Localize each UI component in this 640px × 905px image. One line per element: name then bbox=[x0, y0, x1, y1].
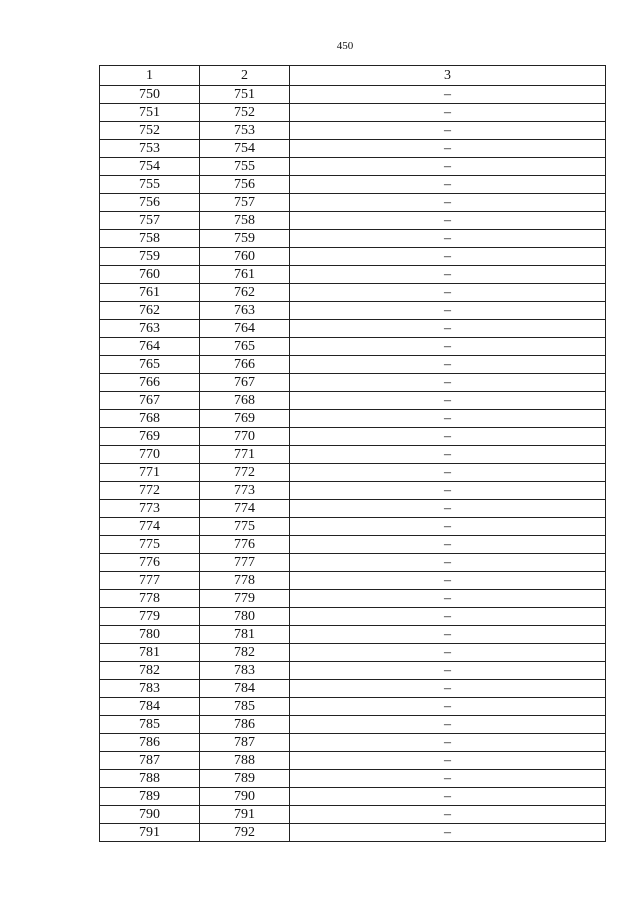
table-cell-col-2: 777 bbox=[200, 554, 290, 572]
table-cell-col-3: – bbox=[290, 302, 606, 320]
table-row bbox=[100, 356, 606, 374]
table-cell-col-3: – bbox=[290, 374, 606, 392]
table-cell-col-3: – bbox=[290, 482, 606, 500]
table-cell-col-1: 784 bbox=[100, 698, 200, 716]
table-row bbox=[100, 392, 606, 410]
table-body bbox=[100, 86, 606, 842]
table-cell-col-2: 778 bbox=[200, 572, 290, 590]
table-row bbox=[100, 482, 606, 500]
table-row bbox=[100, 122, 606, 140]
table-cell-col-3: – bbox=[290, 824, 606, 842]
table-cell-col-1: 755 bbox=[100, 176, 200, 194]
table-cell-col-2: 766 bbox=[200, 356, 290, 374]
table-row bbox=[100, 284, 606, 302]
table-cell-col-2: 788 bbox=[200, 752, 290, 770]
table-cell-col-2: 787 bbox=[200, 734, 290, 752]
table-row bbox=[100, 572, 606, 590]
table-cell-col-2: 783 bbox=[200, 662, 290, 680]
table-cell-col-1: 782 bbox=[100, 662, 200, 680]
table-cell-col-2: 769 bbox=[200, 410, 290, 428]
table-cell-col-1: 777 bbox=[100, 572, 200, 590]
table-row bbox=[100, 770, 606, 788]
table-cell-col-3: – bbox=[290, 554, 606, 572]
table-row bbox=[100, 158, 606, 176]
table-cell-col-2: 767 bbox=[200, 374, 290, 392]
table-row bbox=[100, 374, 606, 392]
table-cell-col-2: 764 bbox=[200, 320, 290, 338]
table-cell-col-2: 782 bbox=[200, 644, 290, 662]
table-cell-col-3: – bbox=[290, 698, 606, 716]
table-row bbox=[100, 752, 606, 770]
table-cell-col-1: 770 bbox=[100, 446, 200, 464]
table-row bbox=[100, 500, 606, 518]
table-cell-col-1: 781 bbox=[100, 644, 200, 662]
table-row bbox=[100, 464, 606, 482]
table-cell-col-2: 772 bbox=[200, 464, 290, 482]
column-header-2: 2 bbox=[200, 66, 290, 86]
table-cell-col-1: 757 bbox=[100, 212, 200, 230]
table-cell-col-2: 775 bbox=[200, 518, 290, 536]
table-cell-col-1: 775 bbox=[100, 536, 200, 554]
table-cell-col-2: 765 bbox=[200, 338, 290, 356]
table-row bbox=[100, 446, 606, 464]
table-cell-col-1: 767 bbox=[100, 392, 200, 410]
table-row bbox=[100, 518, 606, 536]
table-cell-col-3: – bbox=[290, 572, 606, 590]
table-cell-col-2: 789 bbox=[200, 770, 290, 788]
table-cell-col-3: – bbox=[290, 446, 606, 464]
table-cell-col-2: 760 bbox=[200, 248, 290, 266]
table-cell-col-3: – bbox=[290, 122, 606, 140]
table-row bbox=[100, 320, 606, 338]
table-row bbox=[100, 680, 606, 698]
table-cell-col-1: 790 bbox=[100, 806, 200, 824]
table-row bbox=[100, 86, 606, 104]
table-cell-col-1: 752 bbox=[100, 122, 200, 140]
table-cell-col-3: – bbox=[290, 284, 606, 302]
table-cell-col-1: 762 bbox=[100, 302, 200, 320]
table-cell-col-1: 783 bbox=[100, 680, 200, 698]
table-cell-col-2: 785 bbox=[200, 698, 290, 716]
table-cell-col-3: – bbox=[290, 230, 606, 248]
table-cell-col-3: – bbox=[290, 428, 606, 446]
table-row bbox=[100, 248, 606, 266]
table-row bbox=[100, 230, 606, 248]
table-cell-col-2: 753 bbox=[200, 122, 290, 140]
table-cell-col-2: 752 bbox=[200, 104, 290, 122]
table-cell-col-2: 751 bbox=[200, 86, 290, 104]
table-cell-col-3: – bbox=[290, 212, 606, 230]
table-cell-col-2: 784 bbox=[200, 680, 290, 698]
column-header-3: 3 bbox=[290, 66, 606, 86]
column-header-1: 1 bbox=[100, 66, 200, 86]
table-cell-col-2: 770 bbox=[200, 428, 290, 446]
table-cell-col-1: 785 bbox=[100, 716, 200, 734]
table-cell-col-2: 791 bbox=[200, 806, 290, 824]
table-cell-col-3: – bbox=[290, 194, 606, 212]
table-cell-col-3: – bbox=[290, 590, 606, 608]
table-cell-col-3: – bbox=[290, 86, 606, 104]
table-cell-col-2: 786 bbox=[200, 716, 290, 734]
table-cell-col-1: 765 bbox=[100, 356, 200, 374]
table-cell-col-3: – bbox=[290, 500, 606, 518]
table-cell-col-3: – bbox=[290, 104, 606, 122]
table-cell-col-3: – bbox=[290, 248, 606, 266]
table-cell-col-2: 776 bbox=[200, 536, 290, 554]
table-cell-col-3: – bbox=[290, 518, 606, 536]
table-cell-col-1: 758 bbox=[100, 230, 200, 248]
table-cell-col-3: – bbox=[290, 770, 606, 788]
table-cell-col-1: 788 bbox=[100, 770, 200, 788]
table-cell-col-1: 759 bbox=[100, 248, 200, 266]
table-cell-col-3: – bbox=[290, 734, 606, 752]
table-cell-col-2: 773 bbox=[200, 482, 290, 500]
table-cell-col-2: 761 bbox=[200, 266, 290, 284]
table-row bbox=[100, 662, 606, 680]
table-cell-col-3: – bbox=[290, 266, 606, 284]
table-cell-col-1: 786 bbox=[100, 734, 200, 752]
table-cell-col-3: – bbox=[290, 644, 606, 662]
table-cell-col-1: 756 bbox=[100, 194, 200, 212]
table-row bbox=[100, 266, 606, 284]
table-cell-col-1: 779 bbox=[100, 608, 200, 626]
table-cell-col-1: 769 bbox=[100, 428, 200, 446]
table-header bbox=[100, 66, 606, 86]
table-row bbox=[100, 698, 606, 716]
table-cell-col-1: 772 bbox=[100, 482, 200, 500]
table-cell-col-2: 781 bbox=[200, 626, 290, 644]
table-cell-col-1: 789 bbox=[100, 788, 200, 806]
table-row bbox=[100, 644, 606, 662]
table-cell-col-1: 763 bbox=[100, 320, 200, 338]
table-cell-col-1: 776 bbox=[100, 554, 200, 572]
table-cell-col-3: – bbox=[290, 752, 606, 770]
table-row bbox=[100, 716, 606, 734]
table-cell-col-3: – bbox=[290, 158, 606, 176]
table-cell-col-2: 762 bbox=[200, 284, 290, 302]
table-row bbox=[100, 734, 606, 752]
table-cell-col-1: 760 bbox=[100, 266, 200, 284]
table-cell-col-1: 761 bbox=[100, 284, 200, 302]
table-cell-col-2: 771 bbox=[200, 446, 290, 464]
table-cell-col-1: 753 bbox=[100, 140, 200, 158]
table-cell-col-3: – bbox=[290, 626, 606, 644]
table-cell-col-3: – bbox=[290, 536, 606, 554]
table-row bbox=[100, 626, 606, 644]
table-cell-col-3: – bbox=[290, 392, 606, 410]
table-cell-col-3: – bbox=[290, 356, 606, 374]
table-cell-col-1: 750 bbox=[100, 86, 200, 104]
data-table bbox=[99, 65, 606, 842]
table-cell-col-3: – bbox=[290, 788, 606, 806]
table-row bbox=[100, 212, 606, 230]
table-row bbox=[100, 176, 606, 194]
table-row bbox=[100, 428, 606, 446]
table-cell-col-1: 768 bbox=[100, 410, 200, 428]
table-row bbox=[100, 338, 606, 356]
table-row bbox=[100, 104, 606, 122]
table-cell-col-1: 787 bbox=[100, 752, 200, 770]
table-cell-col-2: 763 bbox=[200, 302, 290, 320]
table-row bbox=[100, 824, 606, 842]
page-number: 450 bbox=[336, 40, 354, 52]
table-row bbox=[100, 554, 606, 572]
table-cell-col-1: 791 bbox=[100, 824, 200, 842]
table-cell-col-2: 757 bbox=[200, 194, 290, 212]
table-cell-col-1: 773 bbox=[100, 500, 200, 518]
table-row bbox=[100, 194, 606, 212]
table-cell-col-3: – bbox=[290, 662, 606, 680]
table-row bbox=[100, 302, 606, 320]
table-cell-col-1: 764 bbox=[100, 338, 200, 356]
table-cell-col-2: 768 bbox=[200, 392, 290, 410]
table-cell-col-2: 774 bbox=[200, 500, 290, 518]
table-cell-col-1: 754 bbox=[100, 158, 200, 176]
table-cell-col-2: 759 bbox=[200, 230, 290, 248]
table-cell-col-2: 780 bbox=[200, 608, 290, 626]
table-cell-col-3: – bbox=[290, 608, 606, 626]
table-row bbox=[100, 140, 606, 158]
table-cell-col-2: 756 bbox=[200, 176, 290, 194]
table-cell-col-3: – bbox=[290, 806, 606, 824]
table-cell-col-3: – bbox=[290, 464, 606, 482]
table-cell-col-2: 755 bbox=[200, 158, 290, 176]
table-cell-col-3: – bbox=[290, 320, 606, 338]
table-row bbox=[100, 608, 606, 626]
table-row bbox=[100, 536, 606, 554]
table-header-row bbox=[100, 66, 606, 86]
table-cell-col-1: 774 bbox=[100, 518, 200, 536]
table-cell-col-1: 751 bbox=[100, 104, 200, 122]
table-cell-col-1: 771 bbox=[100, 464, 200, 482]
table-row bbox=[100, 806, 606, 824]
table-row bbox=[100, 788, 606, 806]
table-cell-col-3: – bbox=[290, 140, 606, 158]
table-cell-col-2: 790 bbox=[200, 788, 290, 806]
table-row bbox=[100, 590, 606, 608]
table-cell-col-2: 792 bbox=[200, 824, 290, 842]
table-cell-col-1: 766 bbox=[100, 374, 200, 392]
table-cell-col-2: 779 bbox=[200, 590, 290, 608]
table-cell-col-3: – bbox=[290, 716, 606, 734]
table-cell-col-3: – bbox=[290, 176, 606, 194]
table-cell-col-3: – bbox=[290, 410, 606, 428]
table-cell-col-3: – bbox=[290, 680, 606, 698]
table-row bbox=[100, 410, 606, 428]
table-cell-col-3: – bbox=[290, 338, 606, 356]
table-cell-col-1: 778 bbox=[100, 590, 200, 608]
table-cell-col-1: 780 bbox=[100, 626, 200, 644]
table-cell-col-2: 754 bbox=[200, 140, 290, 158]
table-cell-col-2: 758 bbox=[200, 212, 290, 230]
